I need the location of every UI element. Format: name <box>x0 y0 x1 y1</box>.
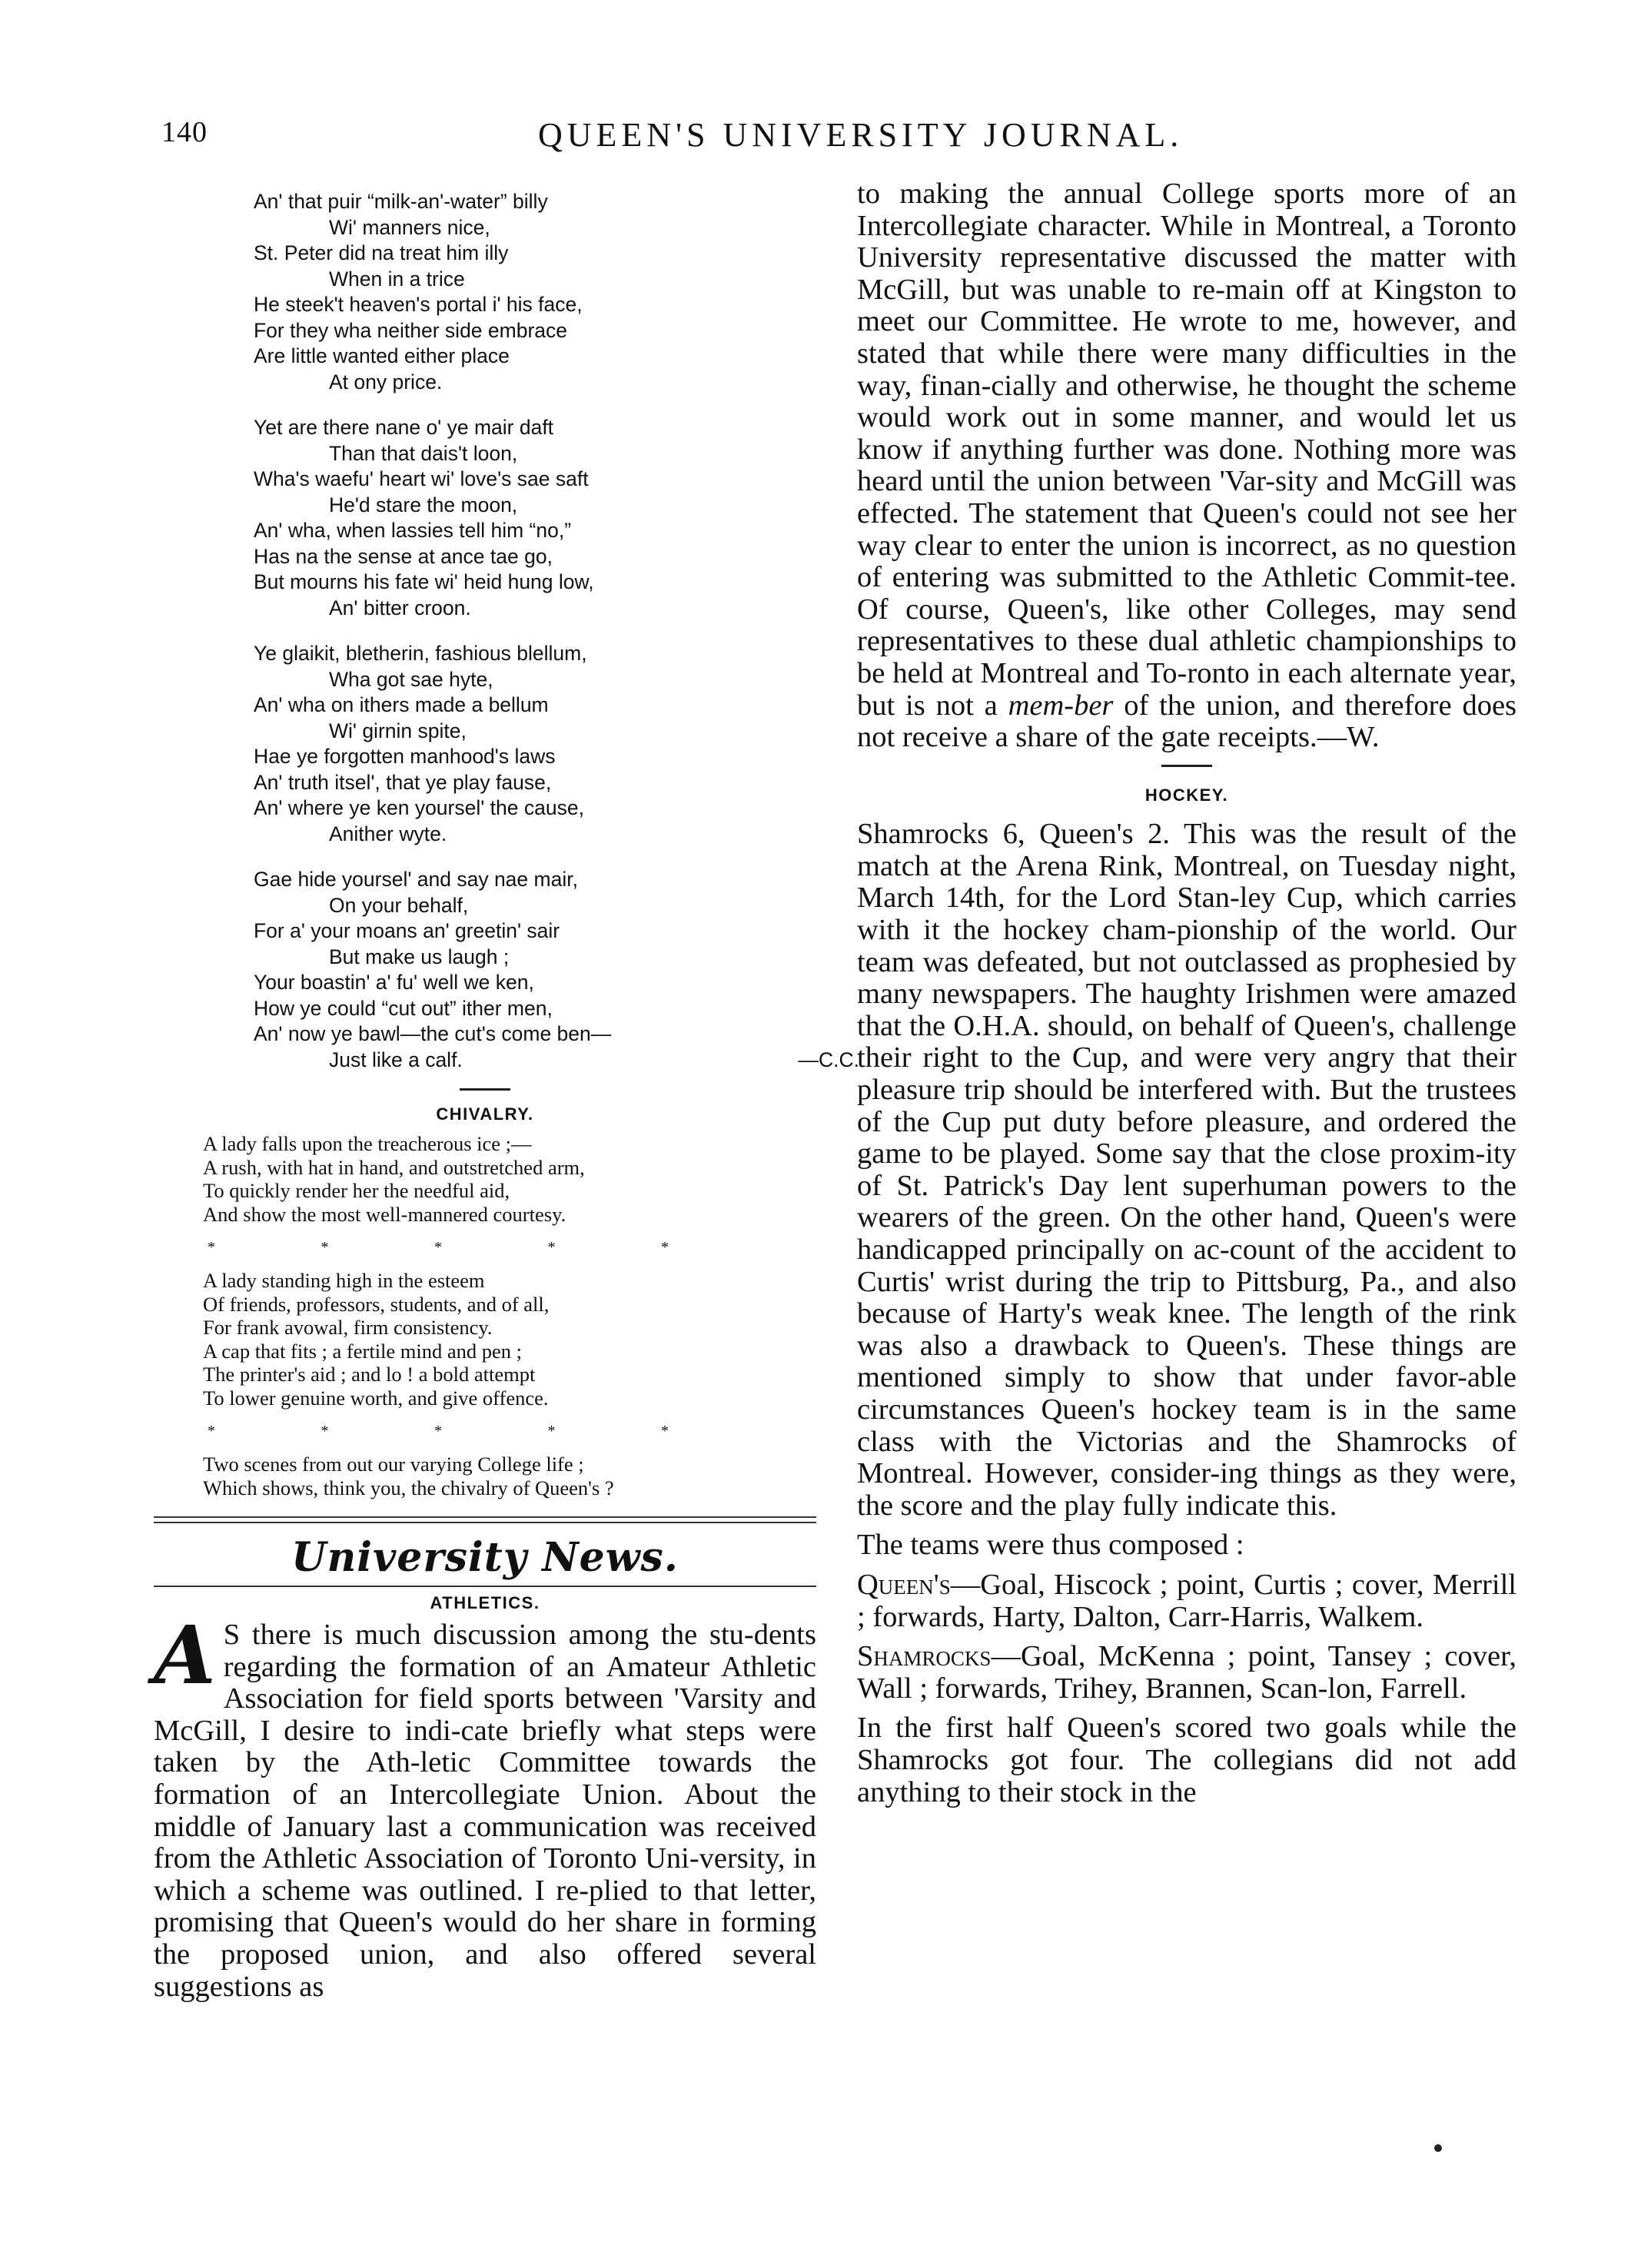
asterisk: * <box>547 1239 556 1256</box>
queens-team: —Goal, Hiscock ; point, Curtis ; cover, Merrill ; forwards, Harty, Dalton, Carr-Harris, Walkem. <box>857 1568 1516 1633</box>
poem-line: An' where ye ken yoursel' the cause, <box>254 796 584 819</box>
poem-line: At ony price. <box>329 370 443 393</box>
left-column <box>154 189 859 2003</box>
shamrocks-label: Shamrocks <box>857 1640 992 1673</box>
member-italic: mem-ber <box>1008 689 1114 722</box>
page-header <box>161 115 1514 161</box>
poem-line: For a' your moans an' greetin' sair <box>254 919 560 942</box>
poem-line: Anither wyte. <box>329 822 447 845</box>
verse-line: The printer's aid ; and lo ! a bold attempt <box>203 1363 536 1386</box>
chivalry-closing <box>203 1453 816 1499</box>
verse-line: Of friends, professors, students, and of all, <box>203 1292 550 1316</box>
chivalry-heading: CHIVALRY. <box>436 1104 534 1124</box>
asterisk: * <box>547 1423 556 1439</box>
poem-stanza <box>254 867 859 1073</box>
poem-stanza <box>254 189 816 395</box>
queens-lineup <box>857 1569 1516 1633</box>
page-number: 140 <box>161 116 208 148</box>
poem-line: Yet are there nane o' ye mair daft <box>254 416 554 439</box>
journal-title: QUEEN'S UNIVERSITY JOURNAL. <box>538 116 1184 154</box>
verse-line: And show the most well-mannered courtesy. <box>203 1202 566 1226</box>
page-mark <box>1434 2144 1442 2152</box>
poem-line: Your boastin' a' fu' well we ken, <box>254 971 534 994</box>
verse-line: A lady standing high in the esteem <box>203 1269 485 1292</box>
shamrocks-lineup <box>857 1641 1516 1705</box>
asterisk-divider-2 <box>208 1423 669 1439</box>
chivalry-poem-cont <box>203 1269 816 1410</box>
verse-line: Two scenes from out our varying College life ; <box>203 1453 584 1476</box>
poem-line: St. Peter did na treat him illy <box>254 241 509 264</box>
poem-line: But make us laugh ; <box>329 945 510 968</box>
poem-line: An' wha, when lassies tell him “no,” <box>254 519 572 542</box>
poem-stanza <box>254 415 816 621</box>
poem-line: Ye glaikit, bletherin, fashious blellum, <box>254 642 587 665</box>
asterisk: * <box>434 1423 442 1439</box>
chivalry-stanza-2 <box>203 1269 816 1410</box>
poem-line: Wha's waefu' heart wi' love's sae saft <box>254 467 589 490</box>
poem-line: An' bitter croon. <box>329 596 471 619</box>
verse-line: A lady falls upon the treacherous ice ;— <box>203 1132 532 1155</box>
poem-line: An' now ye bawl—the cut's come ben— <box>254 1022 612 1045</box>
hockey-heading: HOCKEY. <box>1144 785 1229 805</box>
verse-line: To quickly render her the needful aid, <box>203 1179 510 1202</box>
athletics-end-text: of the union, and therefore does not receive a share of the gate receipts.—W. <box>857 689 1517 754</box>
verse-line: Which shows, think you, the chivalry of Queen's ? <box>203 1476 614 1499</box>
asterisk: * <box>434 1239 442 1256</box>
poem-line: Wi' girnin spite, <box>329 719 467 742</box>
verse-line: To lower genuine worth, and give offence. <box>203 1386 549 1410</box>
poem-line: On your behalf, <box>329 893 469 917</box>
asterisk-divider-1 <box>208 1240 669 1255</box>
hockey-paragraph-last: In the first half Queen's scored two goals while the Shamrocks got four. The collegians did not add anything to their stock in the <box>857 1712 1516 1808</box>
poem-line: Has na the sense at ance tae go, <box>254 544 553 568</box>
verse-line: For frank avowal, firm consistency. <box>203 1316 493 1339</box>
poem-line: Gae hide yoursel' and say nae mair, <box>254 868 578 891</box>
athletics-cont-text: to making the annual College sports more of an Intercollegiate character. While in Montreal, a Toronto University representative discussed the matter with McGill, but was unable to re-main off at Kingston to meet our Committee. He wrote to me, however, and stated that while there were many difficulties in the way, finan-cially and otherwise, he thought the scheme would work out in some manner, and would let us know if anything further was done. Nothing more was heard until the union between 'Var-sity and McGill was effected. The statement that Queen's could not see her way clear to enter the union is incorrect, as no question of entering was submitted to the Athletic Commit-tee. Of course, Queen's, like other Colleges, may send representatives to these dual athletic championships to be held at Montreal and To-ronto in each alternate year, but is not a <box>857 178 1516 722</box>
hockey-paragraph-1: Shamrocks 6, Queen's 2. This was the result of the match at the Arena Rink, Montreal, on Tuesday night, March 14th, for the Lord Stan-ley Cup, which carries with it the hockey cham-pionship of the world. Our team was defeated, but not outclassed as prophesied by many newspapers. The haughty Irishmen were amazed that the O.H.A. should, on behalf of Queen's, challenge their right to the Cup, and were very angry that their pleasure trip should be interfered with. But the trustees of the Cup put duty before pleasure, and ordered the game to be played. Some say that the close proxim-ity of St. Patrick's Day lent superhuman powers to the wearers of the green. On the other hand, Queen's were handicapped principally on ac-count of the accident to Curtis' wrist during the trip to Pittsburg, Pa., and also because of Harty's weak knee. The length of the rink was also a drawback to Queen's. These things are mentioned simply to show that under favor-able circumstances Queen's hockey team is in the same class with the Victorias and the Shamrocks of Montreal. However, consider-ing things as they were, the score and the play fully indicate this. <box>857 818 1516 1522</box>
thin-rule <box>154 1586 816 1587</box>
athletics-article <box>154 1608 816 2003</box>
right-column <box>857 178 1516 1816</box>
section-divider-right <box>1161 765 1212 767</box>
athletics-text: S there is much discussion among the stu-dents regarding the formation of an Amateur Athletic Association for field sports between 'Varsity and McGill, I desire to indi-cate briefly what steps were taken by the Ath-letic Committee towards the formation of an Intercollegiate Union. About the middle of January last a communication was received from the Athletic Association of Toronto Uni-versity, in which a scheme was outlined. I re-plied to that letter, promising that Queen's would do her share in forming the proposed union, and also offered several suggestions as <box>154 1619 816 2003</box>
poem-line: But mourns his fate wi' heid hung low, <box>254 570 594 593</box>
poem-line: An' truth itsel', that ye play fause, <box>254 770 552 794</box>
athletics-heading: ATHLETICS. <box>430 1593 540 1612</box>
poem-line: Hae ye forgotten manhood's laws <box>254 745 556 768</box>
shamrocks-team: —Goal, McKenna ; point, Tansey ; cover, Wall ; forwards, Trihey, Brannen, Scan-lon, Farrell. <box>857 1640 1516 1705</box>
poem-signature: —C.C. <box>798 1048 859 1071</box>
university-news-title: University News. <box>291 1534 679 1581</box>
athletics-paragraph <box>154 1608 816 2003</box>
poem-line: When in a trice <box>329 267 465 291</box>
teams-intro: The teams were thus composed : <box>857 1529 1244 1562</box>
poem-line: For they wha neither side embrace <box>254 318 568 342</box>
asterisk: * <box>321 1239 329 1256</box>
asterisk: * <box>321 1423 329 1439</box>
poem-line: Than that dais't loon, <box>329 441 518 465</box>
asterisk: * <box>661 1423 669 1439</box>
double-rule <box>154 1516 816 1523</box>
poem-last-line: Just like a calf. <box>329 1048 463 1071</box>
poem-line: Wi' manners nice, <box>329 215 490 239</box>
poem-line: An' that puir “milk-an'-water” billy <box>254 190 548 213</box>
drop-cap: A <box>154 1608 216 1702</box>
verse-line: A rush, with hat in hand, and outstretched arm, <box>203 1155 585 1179</box>
poem-final-line <box>254 1048 859 1074</box>
poem-line: He'd stare the moon, <box>329 493 518 516</box>
queens-label: Queen's <box>857 1568 951 1601</box>
asterisk: * <box>661 1239 669 1256</box>
chivalry-stanza-1 <box>203 1132 816 1226</box>
asterisk: * <box>208 1239 215 1256</box>
chivalry-poem <box>203 1132 816 1226</box>
poem-line: An' wha on ithers made a bellum <box>254 693 549 716</box>
section-divider <box>460 1088 510 1091</box>
poem-line: He steek't heaven's portal i' his face, <box>254 293 583 316</box>
poem-stanza <box>254 641 816 847</box>
poem-line: How ye could “cut out” ither men, <box>254 996 553 1020</box>
athletics-continued <box>857 178 1516 754</box>
poem-line: Wha got sae hyte, <box>329 667 493 691</box>
poem-line: Are little wanted either place <box>254 344 510 367</box>
poem <box>254 189 859 1073</box>
asterisk: * <box>208 1423 215 1439</box>
verse-line: A cap that fits ; a fertile mind and pen ; <box>203 1339 523 1363</box>
